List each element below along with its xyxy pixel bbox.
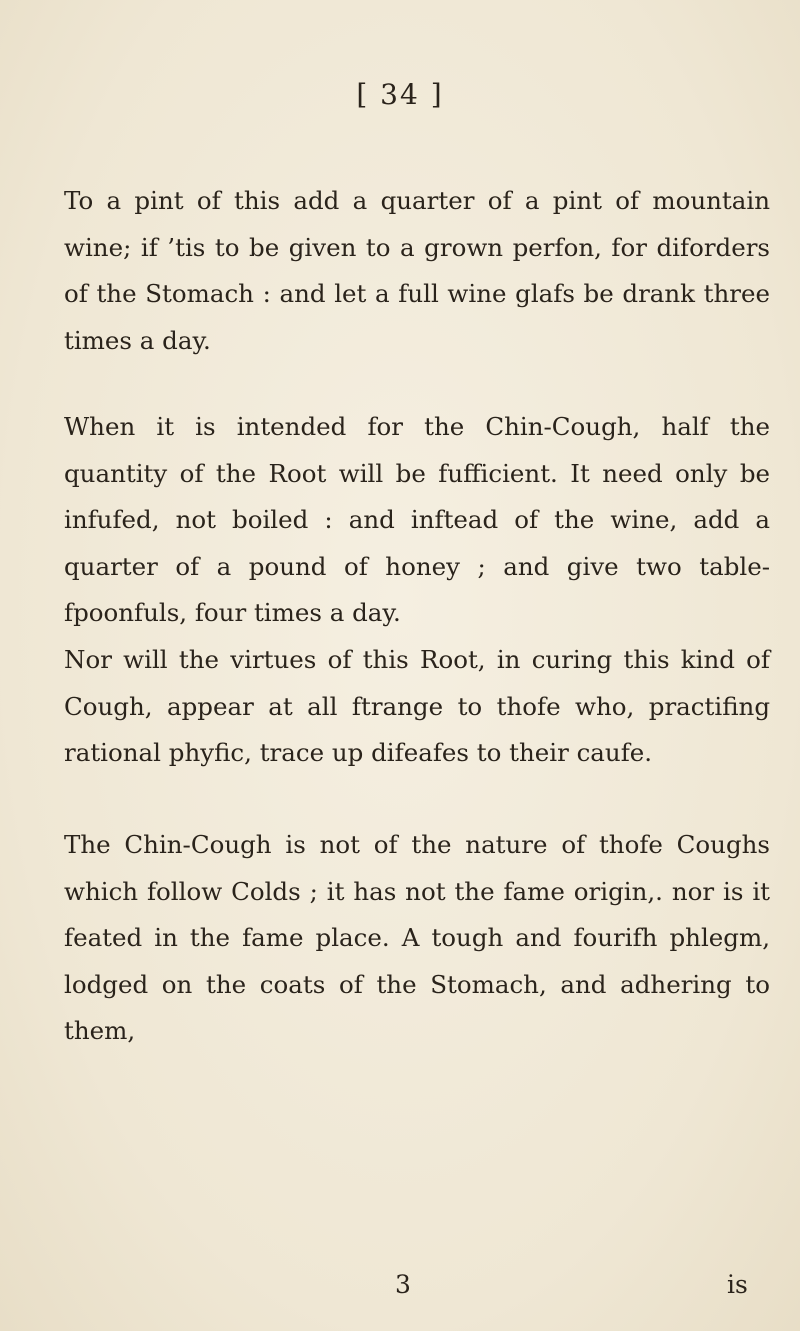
page-number: [ 34 ]	[356, 78, 444, 111]
paragraph: When it is intended for the Chin-Cough, half the quantity of the Root will be fufficient. It need only be infufed, not boiled : and inftead of the wine, add a quarter of a pound of honey ; and give two table-fpoonfuls, four times a day.	[64, 412, 770, 627]
paragraph-2-block	[48, 404, 770, 637]
paragraph-4-block	[48, 822, 770, 1055]
paragraph-3-block	[48, 637, 770, 777]
paragraph: The Chin-Cough is not of the nature of thofe Coughs which follow Colds ; it has not the fame origin,. nor is it feated in the fame place. A tough and fourifh phlegm, lodged on the coats of the Stomach, and adhering to them,	[64, 830, 770, 1045]
catchword: is	[727, 1270, 748, 1299]
signature-mark: 3	[395, 1270, 411, 1299]
paragraph: Nor will the virtues of this Root, in curing this kind of Cough, appear at all ftrange to thofe who, practifing rational phyfic, trace up difeafes to their caufe.	[64, 645, 770, 767]
paragraph: To a pint of this add a quarter of a pint of mountain wine; if ’tis to be given to a grown perfon, for diforders of the Stomach : and let a full wine glafs be drank three times a day.	[64, 186, 770, 355]
paragraph-1-block	[48, 178, 770, 364]
